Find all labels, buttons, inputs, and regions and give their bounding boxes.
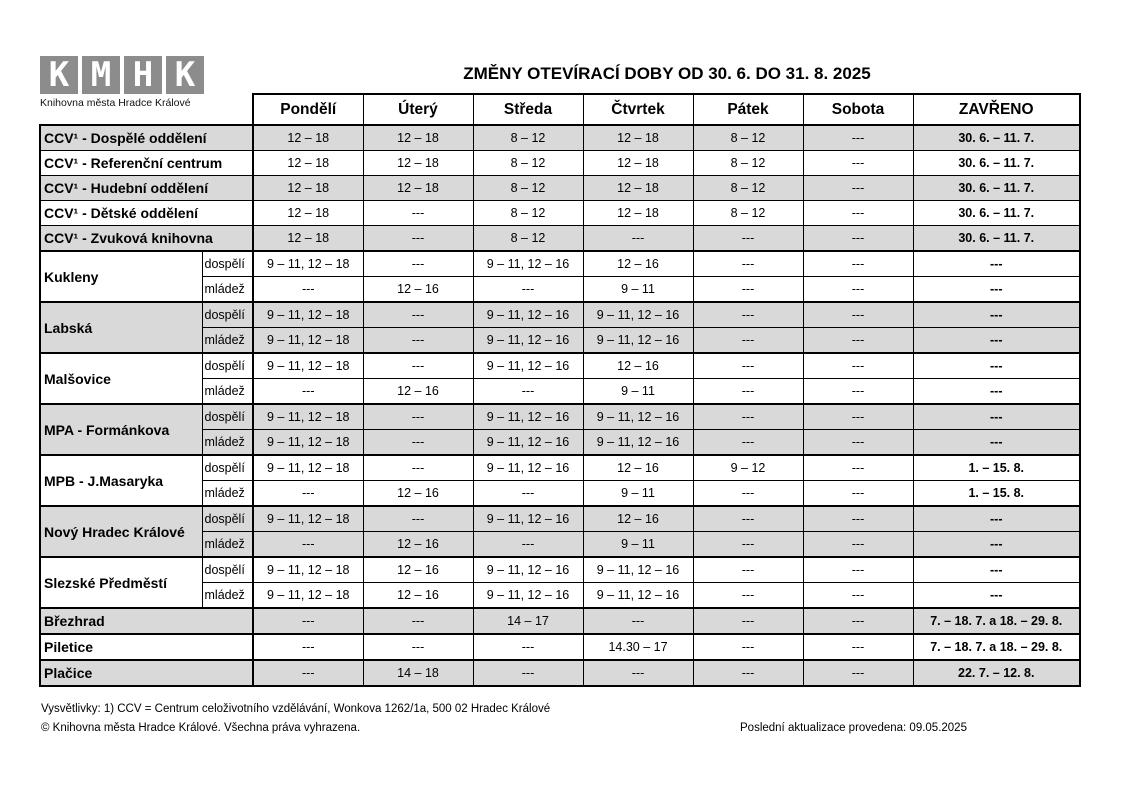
hours-cell-monday: ---	[253, 277, 363, 303]
table-row	[40, 455, 1080, 481]
branch-name: Březhrad	[40, 608, 253, 634]
hours-cell-tuesday: ---	[363, 302, 473, 328]
logo-subtitle: Knihovna města Hradce Králové	[40, 97, 191, 109]
hours-cell-thursday: 9 – 11, 12 – 16	[583, 328, 693, 354]
hours-cell-thursday: 9 – 11, 12 – 16	[583, 430, 693, 456]
col-header-saturday: Sobota	[803, 94, 913, 125]
copyright: © Knihovna města Hradce Králové. Všechna práva vyhrazena.	[41, 722, 361, 734]
hours-cell-wednesday: 9 – 11, 12 – 16	[473, 328, 583, 354]
age-group-label: dospělí	[202, 455, 253, 481]
table-row	[40, 506, 1080, 532]
hours-cell-friday: ---	[693, 608, 803, 634]
closed-period-cell: ---	[913, 557, 1080, 583]
hours-cell-wednesday: ---	[473, 481, 583, 507]
hours-cell-saturday: ---	[803, 277, 913, 303]
closed-period-cell: ---	[913, 404, 1080, 430]
hours-cell-tuesday: 12 – 18	[363, 125, 473, 151]
table-header-row	[40, 94, 1080, 125]
hours-cell-saturday: ---	[803, 404, 913, 430]
hours-cell-wednesday: 8 – 12	[473, 151, 583, 176]
hours-cell-saturday: ---	[803, 125, 913, 151]
hours-cell-saturday: ---	[803, 583, 913, 609]
hours-cell-tuesday: 12 – 16	[363, 583, 473, 609]
col-header-closed: ZAVŘENO	[913, 94, 1080, 125]
logo-letter: M	[82, 56, 120, 94]
branch-name: Nový Hradec Králové	[40, 506, 202, 557]
table-row	[40, 226, 1080, 252]
hours-cell-thursday: 9 – 11, 12 – 16	[583, 404, 693, 430]
closed-period-cell: 30. 6. – 11. 7.	[913, 201, 1080, 226]
table-row	[40, 404, 1080, 430]
closed-period-cell: 1. – 15. 8.	[913, 481, 1080, 507]
col-header-wednesday: Středa	[473, 94, 583, 125]
hours-cell-thursday: 12 – 16	[583, 251, 693, 277]
hours-cell-wednesday: 9 – 11, 12 – 16	[473, 302, 583, 328]
hours-cell-monday: 9 – 11, 12 – 18	[253, 506, 363, 532]
hours-cell-wednesday: 8 – 12	[473, 176, 583, 201]
hours-cell-thursday: 12 – 18	[583, 125, 693, 151]
hours-cell-saturday: ---	[803, 430, 913, 456]
hours-cell-monday: 9 – 11, 12 – 18	[253, 404, 363, 430]
hours-cell-saturday: ---	[803, 353, 913, 379]
table-row	[40, 302, 1080, 328]
hours-cell-friday: 8 – 12	[693, 176, 803, 201]
hours-cell-friday: 9 – 12	[693, 455, 803, 481]
hours-cell-thursday: 9 – 11, 12 – 16	[583, 302, 693, 328]
hours-cell-wednesday: ---	[473, 660, 583, 686]
hours-cell-friday: ---	[693, 430, 803, 456]
closed-period-cell: ---	[913, 328, 1080, 354]
hours-cell-saturday: ---	[803, 634, 913, 660]
hours-cell-friday: ---	[693, 506, 803, 532]
closed-period-cell: ---	[913, 302, 1080, 328]
table-row	[40, 151, 1080, 176]
hours-cell-wednesday: ---	[473, 379, 583, 405]
hours-cell-saturday: ---	[803, 660, 913, 686]
branch-name: Slezské Předměstí	[40, 557, 202, 608]
age-group-label: mládež	[202, 277, 253, 303]
hours-cell-saturday: ---	[803, 455, 913, 481]
logo-letter: K	[166, 56, 204, 94]
hours-cell-wednesday: 8 – 12	[473, 125, 583, 151]
hours-cell-tuesday: 14 – 18	[363, 660, 473, 686]
hours-cell-monday: 12 – 18	[253, 176, 363, 201]
hours-cell-wednesday: 9 – 11, 12 – 16	[473, 353, 583, 379]
hours-cell-monday: 9 – 11, 12 – 18	[253, 430, 363, 456]
hours-cell-thursday: 12 – 16	[583, 506, 693, 532]
hours-cell-friday: ---	[693, 404, 803, 430]
hours-cell-saturday: ---	[803, 151, 913, 176]
closed-period-cell: 30. 6. – 11. 7.	[913, 176, 1080, 201]
hours-cell-friday: ---	[693, 277, 803, 303]
hours-cell-tuesday: 12 – 16	[363, 481, 473, 507]
hours-cell-saturday: ---	[803, 506, 913, 532]
hours-cell-saturday: ---	[803, 532, 913, 558]
opening-hours-table	[39, 93, 1081, 687]
footnote: Vysvětlivky: 1) CCV = Centrum celoživotního vzdělávání, Wonkova 1262/1a, 500 02 Hradec Králové	[41, 703, 551, 715]
hours-cell-thursday: 12 – 18	[583, 201, 693, 226]
hours-cell-saturday: ---	[803, 328, 913, 354]
hours-cell-wednesday: 14 – 17	[473, 608, 583, 634]
closed-period-cell: 30. 6. – 11. 7.	[913, 125, 1080, 151]
department-name: CCV¹ - Zvuková knihovna	[40, 226, 253, 252]
hours-cell-wednesday: ---	[473, 634, 583, 660]
hours-cell-thursday: ---	[583, 608, 693, 634]
col-header-tuesday: Úterý	[363, 94, 473, 125]
age-group-label: dospělí	[202, 557, 253, 583]
hours-cell-tuesday: ---	[363, 608, 473, 634]
closed-period-cell: 22. 7. – 12. 8.	[913, 660, 1080, 686]
table-row	[40, 557, 1080, 583]
hours-cell-tuesday: 12 – 18	[363, 151, 473, 176]
hours-cell-saturday: ---	[803, 251, 913, 277]
hours-cell-wednesday: 9 – 11, 12 – 16	[473, 251, 583, 277]
hours-cell-wednesday: ---	[473, 532, 583, 558]
hours-cell-monday: 9 – 11, 12 – 18	[253, 353, 363, 379]
hours-cell-friday: ---	[693, 532, 803, 558]
hours-cell-monday: ---	[253, 532, 363, 558]
hours-cell-monday: 12 – 18	[253, 201, 363, 226]
hours-cell-monday: 9 – 11, 12 – 18	[253, 557, 363, 583]
hours-cell-monday: ---	[253, 379, 363, 405]
hours-cell-wednesday: ---	[473, 277, 583, 303]
hours-cell-friday: ---	[693, 353, 803, 379]
closed-period-cell: ---	[913, 506, 1080, 532]
hours-cell-saturday: ---	[803, 176, 913, 201]
col-header-monday: Pondělí	[253, 94, 363, 125]
hours-cell-wednesday: 9 – 11, 12 – 16	[473, 455, 583, 481]
age-group-label: dospělí	[202, 404, 253, 430]
age-group-label: dospělí	[202, 251, 253, 277]
department-name: CCV¹ - Referenční centrum	[40, 151, 253, 176]
hours-cell-monday: 9 – 11, 12 – 18	[253, 455, 363, 481]
hours-cell-monday: 9 – 11, 12 – 18	[253, 302, 363, 328]
branch-name: MPA - Formánkova	[40, 404, 202, 455]
table-row	[40, 176, 1080, 201]
hours-cell-tuesday: ---	[363, 430, 473, 456]
hours-cell-thursday: 12 – 16	[583, 455, 693, 481]
department-name: CCV¹ - Dospělé oddělení	[40, 125, 253, 151]
hours-cell-monday: 12 – 18	[253, 151, 363, 176]
hours-cell-monday: 9 – 11, 12 – 18	[253, 583, 363, 609]
age-group-label: mládež	[202, 532, 253, 558]
age-group-label: mládež	[202, 430, 253, 456]
hours-cell-tuesday: ---	[363, 404, 473, 430]
branch-name: MPB - J.Masaryka	[40, 455, 202, 506]
closed-period-cell: 7. – 18. 7. a 18. – 29. 8.	[913, 634, 1080, 660]
age-group-label: dospělí	[202, 302, 253, 328]
hours-cell-tuesday: 12 – 16	[363, 532, 473, 558]
hours-cell-monday: ---	[253, 634, 363, 660]
hours-cell-wednesday: 9 – 11, 12 – 16	[473, 404, 583, 430]
hours-cell-friday: ---	[693, 251, 803, 277]
hours-cell-thursday: ---	[583, 226, 693, 252]
col-header-thursday: Čtvrtek	[583, 94, 693, 125]
hours-cell-saturday: ---	[803, 481, 913, 507]
hours-cell-friday: ---	[693, 557, 803, 583]
closed-period-cell: ---	[913, 353, 1080, 379]
closed-period-cell: 1. – 15. 8.	[913, 455, 1080, 481]
hours-cell-thursday: 12 – 18	[583, 176, 693, 201]
branch-name: Plačice	[40, 660, 253, 686]
hours-cell-wednesday: 8 – 12	[473, 226, 583, 252]
last-updated: Poslední aktualizace provedena: 09.05.2025	[740, 722, 967, 734]
closed-period-cell: 30. 6. – 11. 7.	[913, 226, 1080, 252]
hours-cell-monday: 9 – 11, 12 – 18	[253, 251, 363, 277]
table-row	[40, 353, 1080, 379]
hours-cell-thursday: ---	[583, 660, 693, 686]
hours-cell-tuesday: 12 – 18	[363, 176, 473, 201]
hours-cell-monday: 12 – 18	[253, 125, 363, 151]
hours-cell-tuesday: ---	[363, 634, 473, 660]
branch-name: Piletice	[40, 634, 253, 660]
header-spacer	[40, 94, 253, 125]
hours-cell-friday: 8 – 12	[693, 151, 803, 176]
hours-cell-monday: ---	[253, 481, 363, 507]
hours-cell-friday: ---	[693, 481, 803, 507]
hours-cell-thursday: 9 – 11	[583, 481, 693, 507]
hours-cell-tuesday: ---	[363, 201, 473, 226]
hours-cell-saturday: ---	[803, 608, 913, 634]
hours-cell-friday: ---	[693, 226, 803, 252]
hours-cell-saturday: ---	[803, 557, 913, 583]
logo-letter: H	[124, 56, 162, 94]
hours-cell-friday: ---	[693, 302, 803, 328]
age-group-label: mládež	[202, 379, 253, 405]
logo-letter: K	[40, 56, 78, 94]
hours-cell-tuesday: ---	[363, 455, 473, 481]
hours-cell-thursday: 12 – 18	[583, 151, 693, 176]
age-group-label: dospělí	[202, 506, 253, 532]
table-row	[40, 660, 1080, 686]
department-name: CCV¹ - Hudební oddělení	[40, 176, 253, 201]
closed-period-cell: ---	[913, 430, 1080, 456]
closed-period-cell: ---	[913, 532, 1080, 558]
hours-cell-wednesday: 9 – 11, 12 – 16	[473, 430, 583, 456]
table-row	[40, 201, 1080, 226]
age-group-label: mládež	[202, 481, 253, 507]
hours-cell-monday: ---	[253, 660, 363, 686]
hours-cell-saturday: ---	[803, 226, 913, 252]
hours-cell-thursday: 9 – 11, 12 – 16	[583, 583, 693, 609]
hours-cell-tuesday: 12 – 16	[363, 277, 473, 303]
branch-name: Kukleny	[40, 251, 202, 302]
col-header-friday: Pátek	[693, 94, 803, 125]
hours-cell-thursday: 9 – 11	[583, 379, 693, 405]
closed-period-cell: ---	[913, 583, 1080, 609]
department-name: CCV¹ - Dětské oddělení	[40, 201, 253, 226]
hours-cell-friday: ---	[693, 634, 803, 660]
hours-cell-friday: ---	[693, 379, 803, 405]
hours-cell-monday: 9 – 11, 12 – 18	[253, 328, 363, 354]
closed-period-cell: 30. 6. – 11. 7.	[913, 151, 1080, 176]
hours-cell-tuesday: ---	[363, 506, 473, 532]
hours-cell-friday: ---	[693, 660, 803, 686]
hours-cell-thursday: 9 – 11	[583, 277, 693, 303]
hours-cell-thursday: 14.30 – 17	[583, 634, 693, 660]
hours-cell-saturday: ---	[803, 379, 913, 405]
table-row	[40, 634, 1080, 660]
branch-name: Malšovice	[40, 353, 202, 404]
table-row	[40, 125, 1080, 151]
hours-cell-thursday: 9 – 11	[583, 532, 693, 558]
hours-cell-wednesday: 9 – 11, 12 – 16	[473, 583, 583, 609]
hours-cell-tuesday: ---	[363, 251, 473, 277]
hours-cell-friday: 8 – 12	[693, 201, 803, 226]
closed-period-cell: ---	[913, 277, 1080, 303]
closed-period-cell: ---	[913, 251, 1080, 277]
hours-cell-tuesday: 12 – 16	[363, 379, 473, 405]
hours-cell-thursday: 9 – 11, 12 – 16	[583, 557, 693, 583]
hours-cell-tuesday: 12 – 16	[363, 557, 473, 583]
hours-cell-friday: ---	[693, 328, 803, 354]
table-row	[40, 608, 1080, 634]
closed-period-cell: ---	[913, 379, 1080, 405]
hours-cell-saturday: ---	[803, 302, 913, 328]
hours-cell-monday: 12 – 18	[253, 226, 363, 252]
hours-cell-wednesday: 9 – 11, 12 – 16	[473, 557, 583, 583]
hours-cell-monday: ---	[253, 608, 363, 634]
hours-cell-friday: 8 – 12	[693, 125, 803, 151]
hours-cell-wednesday: 9 – 11, 12 – 16	[473, 506, 583, 532]
age-group-label: dospělí	[202, 353, 253, 379]
hours-cell-friday: ---	[693, 583, 803, 609]
hours-cell-tuesday: ---	[363, 328, 473, 354]
hours-cell-tuesday: ---	[363, 226, 473, 252]
hours-cell-thursday: 12 – 16	[583, 353, 693, 379]
age-group-label: mládež	[202, 328, 253, 354]
closed-period-cell: 7. – 18. 7. a 18. – 29. 8.	[913, 608, 1080, 634]
branch-name: Labská	[40, 302, 202, 353]
page-title: ZMĚNY OTEVÍRACÍ DOBY OD 30. 6. DO 31. 8. 2025	[463, 64, 871, 83]
hours-cell-tuesday: ---	[363, 353, 473, 379]
hours-cell-saturday: ---	[803, 201, 913, 226]
age-group-label: mládež	[202, 583, 253, 609]
hours-cell-wednesday: 8 – 12	[473, 201, 583, 226]
table-row	[40, 251, 1080, 277]
